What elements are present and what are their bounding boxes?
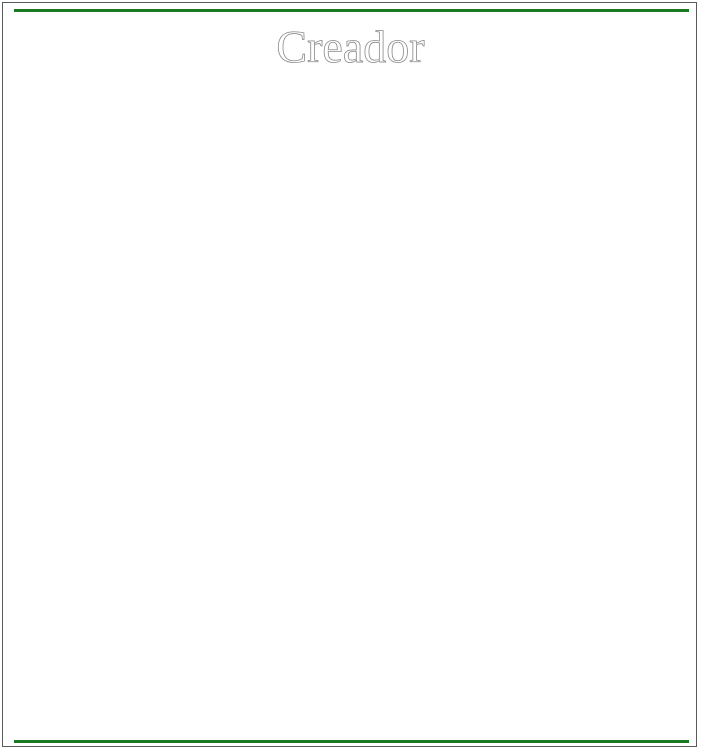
content-area: [14, 83, 689, 733]
page-title: Creador: [276, 21, 425, 72]
bottom-divider: [14, 740, 689, 743]
top-divider: [14, 9, 689, 12]
page-frame: [2, 2, 697, 747]
